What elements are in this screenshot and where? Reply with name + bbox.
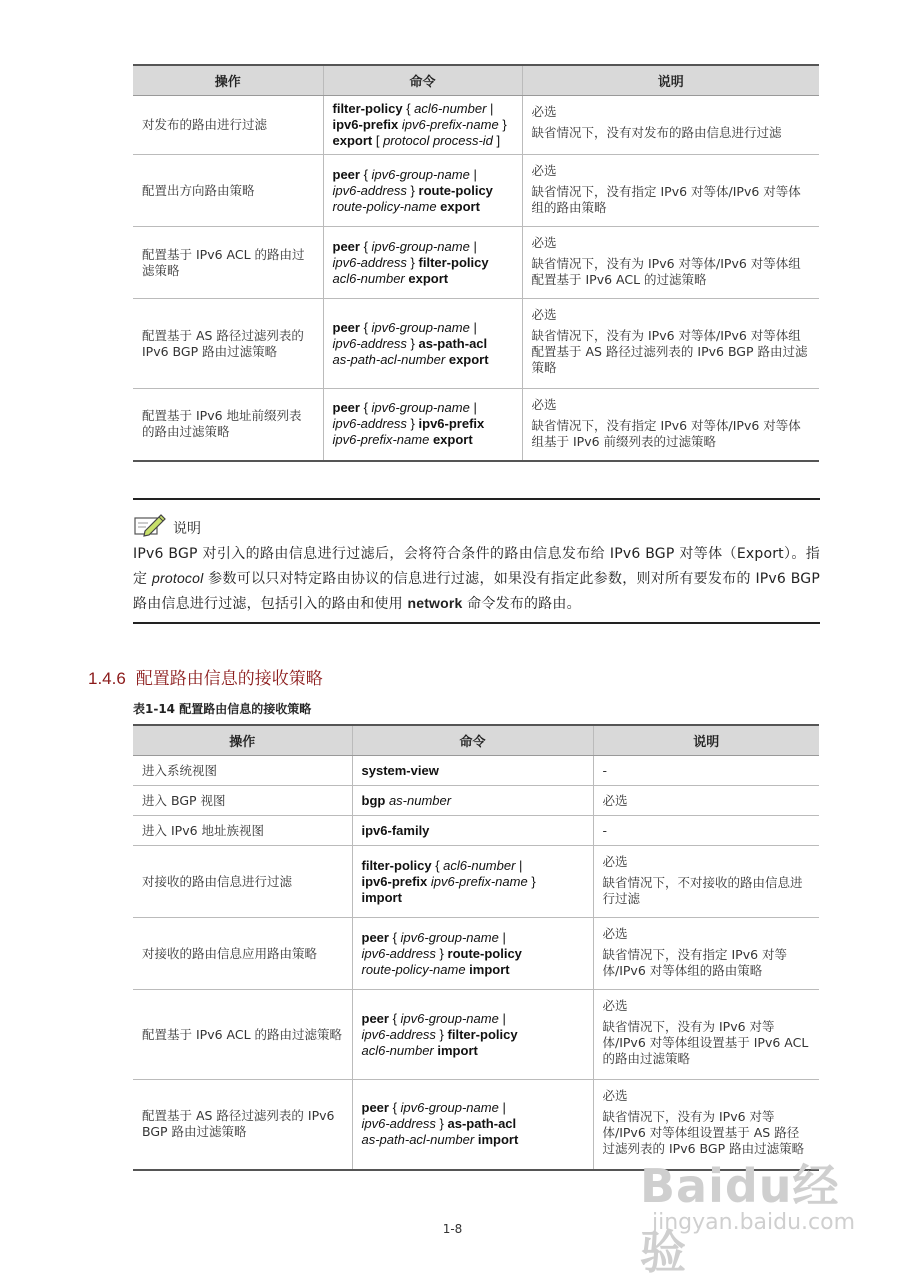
command-token: {	[402, 101, 415, 116]
watermark-logo: Baidu经验	[640, 1159, 840, 1279]
command-token: |	[498, 1010, 506, 1026]
note-text-run: IPv6 BGP 对引入的路由信息进行过滤后，会将符合条件的路由信息发布给 IPv6 BGP 对等体（Export）。指定	[133, 546, 820, 587]
operation-cell: 配置出方向路由策略	[133, 155, 323, 227]
command-token: export	[432, 432, 473, 448]
command-token: import	[477, 1132, 519, 1148]
command-line	[333, 255, 513, 271]
command-token: ipv6-prefix	[332, 117, 399, 132]
command-token: |	[469, 400, 477, 416]
table-row	[133, 846, 819, 918]
command-token: route-policy-name	[361, 961, 466, 977]
command-token: as-path-acl-number	[332, 351, 446, 367]
note-header	[133, 512, 201, 538]
command-token: route-policy-name	[332, 198, 437, 214]
command-token: import	[437, 1042, 478, 1058]
description-cell	[593, 990, 819, 1080]
command-token: ipv6-address	[332, 254, 407, 270]
required-label: 必选	[602, 854, 628, 869]
description-text: 缺省情况下，没有指定 IPv6 对等体/IPv6 对等体组的路由策略	[602, 947, 788, 978]
command-token: as-number	[388, 792, 452, 808]
command-cell	[352, 990, 593, 1080]
command-token: |	[469, 238, 477, 254]
command-token: peer	[332, 238, 360, 254]
command-token: acl6-number	[361, 1042, 434, 1058]
command-token: export	[448, 351, 489, 367]
required-label: 必选	[531, 163, 557, 178]
command-token: ipv6-prefix-name	[332, 432, 430, 448]
command-cell	[352, 1080, 593, 1170]
command-line	[362, 962, 584, 978]
command-token: export	[440, 198, 480, 214]
description-cell	[522, 299, 819, 389]
command-cell	[352, 786, 593, 816]
command-token: peer	[361, 1100, 389, 1116]
command-token: |	[469, 319, 477, 335]
table-row	[133, 96, 819, 155]
command-cell	[352, 918, 593, 990]
note-title: 说明	[173, 521, 201, 537]
command-token: ipv6-group-name	[371, 166, 470, 182]
note-pencil-icon	[133, 512, 167, 538]
operation-cell: 配置基于 IPv6 地址前缀列表的路由过滤策略	[133, 389, 323, 461]
command-token: }	[406, 416, 419, 432]
command-token: import	[361, 889, 402, 905]
operation-cell: 进入系统视图	[133, 756, 352, 786]
description-text: -	[602, 822, 608, 838]
command-cell	[323, 389, 522, 461]
required-label: 必选	[531, 397, 557, 412]
table-row	[133, 389, 819, 461]
command-token: }	[406, 254, 419, 270]
description-cell	[522, 227, 819, 299]
command-line	[362, 793, 584, 809]
note-text	[133, 542, 820, 616]
command-line	[362, 890, 584, 906]
command-token: export	[408, 270, 449, 286]
header-command: 命令	[323, 65, 522, 96]
command-token: {	[359, 319, 372, 335]
watermark-url: jingyan.baidu.com	[652, 1210, 856, 1235]
command-line	[333, 133, 513, 149]
command-token: filter-policy	[332, 101, 403, 116]
baidu-watermark	[640, 1150, 870, 1279]
command-cell	[323, 155, 522, 227]
command-token: peer	[332, 166, 360, 182]
description-text: 缺省情况下，没有对发布的路由信息进行过滤	[531, 125, 782, 140]
description-cell	[593, 786, 819, 816]
header-description: 说明	[593, 725, 819, 756]
description-cell	[593, 756, 819, 786]
command-line	[333, 336, 513, 352]
command-token: as-path-acl	[447, 1116, 517, 1132]
command-token: route-policy	[447, 945, 522, 961]
command-token: route-policy	[418, 182, 493, 198]
section-title: 配置路由信息的接收策略	[135, 669, 323, 688]
command-token: ipv6-prefix-name	[430, 873, 528, 889]
header-description: 说明	[522, 65, 819, 96]
config-table-export	[133, 64, 819, 462]
operation-cell: 对发布的路由进行过滤	[133, 96, 323, 155]
command-token: ]	[492, 133, 501, 148]
description-cell	[593, 816, 819, 846]
command-token: peer	[332, 319, 360, 335]
command-token: filter-policy	[361, 857, 432, 873]
command-line	[333, 183, 513, 199]
operation-cell: 对接收的路由信息进行过滤	[133, 846, 352, 918]
header-command: 命令	[352, 725, 593, 756]
command-token: as-path-acl-number	[361, 1132, 475, 1148]
command-token: bgp	[361, 792, 386, 808]
command-token: |	[469, 166, 477, 182]
command-token: {	[388, 1010, 401, 1026]
command-token: |	[498, 929, 506, 945]
description-cell	[522, 96, 819, 155]
command-token: {	[359, 166, 372, 182]
command-line	[362, 930, 584, 946]
header-operation: 操作	[133, 725, 352, 756]
command-token: ipv6-prefix-name	[401, 117, 499, 132]
operation-cell: 进入 IPv6 地址族视图	[133, 816, 352, 846]
command-line	[362, 763, 584, 779]
description-cell	[593, 918, 819, 990]
required-label: 必选	[531, 235, 557, 250]
table-row	[133, 756, 819, 786]
command-token: ipv6-group-name	[371, 319, 470, 335]
command-token: export	[332, 133, 373, 148]
command-token: ipv6-address	[332, 335, 407, 351]
page-number: 1-8	[442, 1222, 463, 1236]
command-token: acl6-number	[443, 857, 516, 873]
description-text: 缺省情况下，没有为 IPv6 对等体/IPv6 对等体组设置基于 IPv6 ACL 的路由过滤策略	[602, 1019, 809, 1066]
description-cell	[522, 389, 819, 461]
section-heading	[88, 664, 323, 689]
command-token: acl6-number	[414, 101, 487, 116]
command-cell	[323, 299, 522, 389]
operation-cell: 配置基于 IPv6 ACL 的路由过滤策略	[133, 990, 352, 1080]
command-line	[333, 400, 513, 416]
command-line	[333, 117, 513, 133]
command-token: ipv6-group-name	[371, 400, 470, 416]
command-line	[333, 239, 513, 255]
description-text: 缺省情况下，没有为 IPv6 对等体/IPv6 对等体组配置基于 IPv6 ACL 的过滤策略	[531, 256, 801, 287]
command-token: }	[527, 873, 536, 889]
description-text: 缺省情况下，没有指定 IPv6 对等体/IPv6 对等体组基于 IPv6 前缀列表的过滤策略	[531, 418, 801, 449]
required-label: 必选	[531, 104, 557, 119]
table-row	[133, 227, 819, 299]
command-line	[333, 199, 513, 215]
command-line	[362, 946, 584, 962]
operation-cell: 进入 BGP 视图	[133, 786, 352, 816]
description-text: -	[602, 762, 608, 778]
command-token: filter-policy	[418, 254, 489, 270]
operation-cell: 配置基于 IPv6 ACL 的路由过滤策略	[133, 227, 323, 299]
command-line	[333, 352, 513, 368]
command-token: }	[406, 182, 419, 198]
command-line	[362, 1027, 584, 1043]
description-cell	[593, 846, 819, 918]
command-token: [	[372, 133, 384, 148]
command-token: ipv6-group-name	[371, 238, 470, 254]
note-text-run: protocol	[152, 570, 204, 586]
required-label: 必选	[602, 926, 628, 941]
table-row	[133, 816, 819, 846]
note-text-run: 参数可以只对特定路由协议的信息进行过滤，如果没有指定此参数，则对所有要发布的 IPv6 BGP 路由信息进行过滤，包括引入的路由和使用	[133, 571, 820, 612]
command-line	[362, 1116, 584, 1132]
command-line	[333, 101, 513, 117]
command-token: |	[486, 101, 494, 116]
command-token: peer	[361, 1010, 389, 1026]
command-token: |	[515, 857, 523, 873]
command-line	[362, 1043, 584, 1059]
command-line	[362, 874, 584, 890]
command-token: ipv6-group-name	[400, 1100, 499, 1116]
required-label: 必选	[602, 1088, 628, 1103]
command-token: {	[388, 1100, 401, 1116]
description-text: 缺省情况下，不对接收的路由信息进行过滤	[602, 875, 803, 906]
command-token: protocol process-id	[383, 133, 493, 148]
table-header-row	[133, 65, 819, 96]
command-line	[333, 416, 513, 432]
command-line	[333, 320, 513, 336]
command-token: |	[498, 1100, 506, 1116]
command-line	[362, 1011, 584, 1027]
operation-cell: 对接收的路由信息应用路由策略	[133, 918, 352, 990]
table-header-row	[133, 725, 819, 756]
command-line	[362, 858, 584, 874]
command-token: as-path-acl	[418, 335, 488, 351]
command-token: ipv6-family	[361, 822, 430, 838]
command-line	[362, 823, 584, 839]
command-cell	[352, 756, 593, 786]
description-text: 缺省情况下，没有为 IPv6 对等体/IPv6 对等体组配置基于 AS 路径过滤列表的 IPv6 BGP 路由过滤策略	[531, 328, 808, 375]
table-row	[133, 786, 819, 816]
table-row	[133, 918, 819, 990]
command-token: import	[469, 961, 510, 977]
command-line	[362, 1100, 584, 1116]
command-line	[362, 1132, 584, 1148]
command-token: acl6-number	[332, 270, 405, 286]
required-label: 必选	[531, 307, 557, 322]
command-token: filter-policy	[447, 1026, 518, 1042]
table-row	[133, 299, 819, 389]
command-token: ipv6-group-name	[400, 929, 499, 945]
command-token: peer	[332, 400, 360, 416]
command-token: }	[435, 1116, 448, 1132]
command-token: }	[406, 335, 419, 351]
section-number: 1.4.6	[88, 669, 126, 688]
command-line	[333, 167, 513, 183]
command-token: ipv6-address	[361, 1116, 436, 1132]
note-text-run: 命令发布的路由。	[462, 596, 581, 612]
command-cell	[352, 816, 593, 846]
command-token: ipv6-address	[332, 182, 407, 198]
command-cell	[323, 96, 522, 155]
command-line	[333, 271, 513, 287]
command-token: {	[359, 400, 372, 416]
description-text: 必选	[602, 792, 628, 808]
command-token: {	[359, 238, 372, 254]
command-token: ipv6-prefix	[418, 416, 485, 432]
required-label: 必选	[602, 998, 628, 1013]
command-token: ipv6-prefix	[361, 873, 428, 889]
command-cell	[323, 227, 522, 299]
command-token: {	[388, 929, 401, 945]
table-row	[133, 990, 819, 1080]
command-token: ipv6-address	[361, 1026, 436, 1042]
description-text: 缺省情况下，没有为 IPv6 对等体/IPv6 对等体组设置基于 AS 路径过滤列表的 IPv6 BGP 路由过滤策略	[602, 1109, 805, 1156]
operation-cell: 配置基于 AS 路径过滤列表的 IPv6 BGP 路由过滤策略	[133, 1080, 352, 1170]
command-token: {	[431, 857, 444, 873]
config-table-import	[133, 724, 819, 1171]
description-cell	[522, 155, 819, 227]
table-row	[133, 155, 819, 227]
command-token: }	[435, 945, 448, 961]
table-caption: 表1-14 配置路由信息的接收策略	[133, 702, 312, 716]
command-token: }	[498, 117, 507, 132]
note-box	[133, 498, 820, 624]
command-token: }	[435, 1026, 448, 1042]
command-token: ipv6-address	[361, 945, 436, 961]
command-token: peer	[361, 929, 389, 945]
command-token: system-view	[361, 762, 439, 778]
command-line	[333, 432, 513, 448]
description-text: 缺省情况下，没有指定 IPv6 对等体/IPv6 对等体组的路由策略	[531, 184, 801, 215]
header-operation: 操作	[133, 65, 323, 96]
note-text-run: network	[407, 595, 463, 611]
command-token: ipv6-group-name	[400, 1010, 499, 1026]
command-cell	[352, 846, 593, 918]
command-token: ipv6-address	[332, 416, 407, 432]
operation-cell: 配置基于 AS 路径过滤列表的 IPv6 BGP 路由过滤策略	[133, 299, 323, 389]
